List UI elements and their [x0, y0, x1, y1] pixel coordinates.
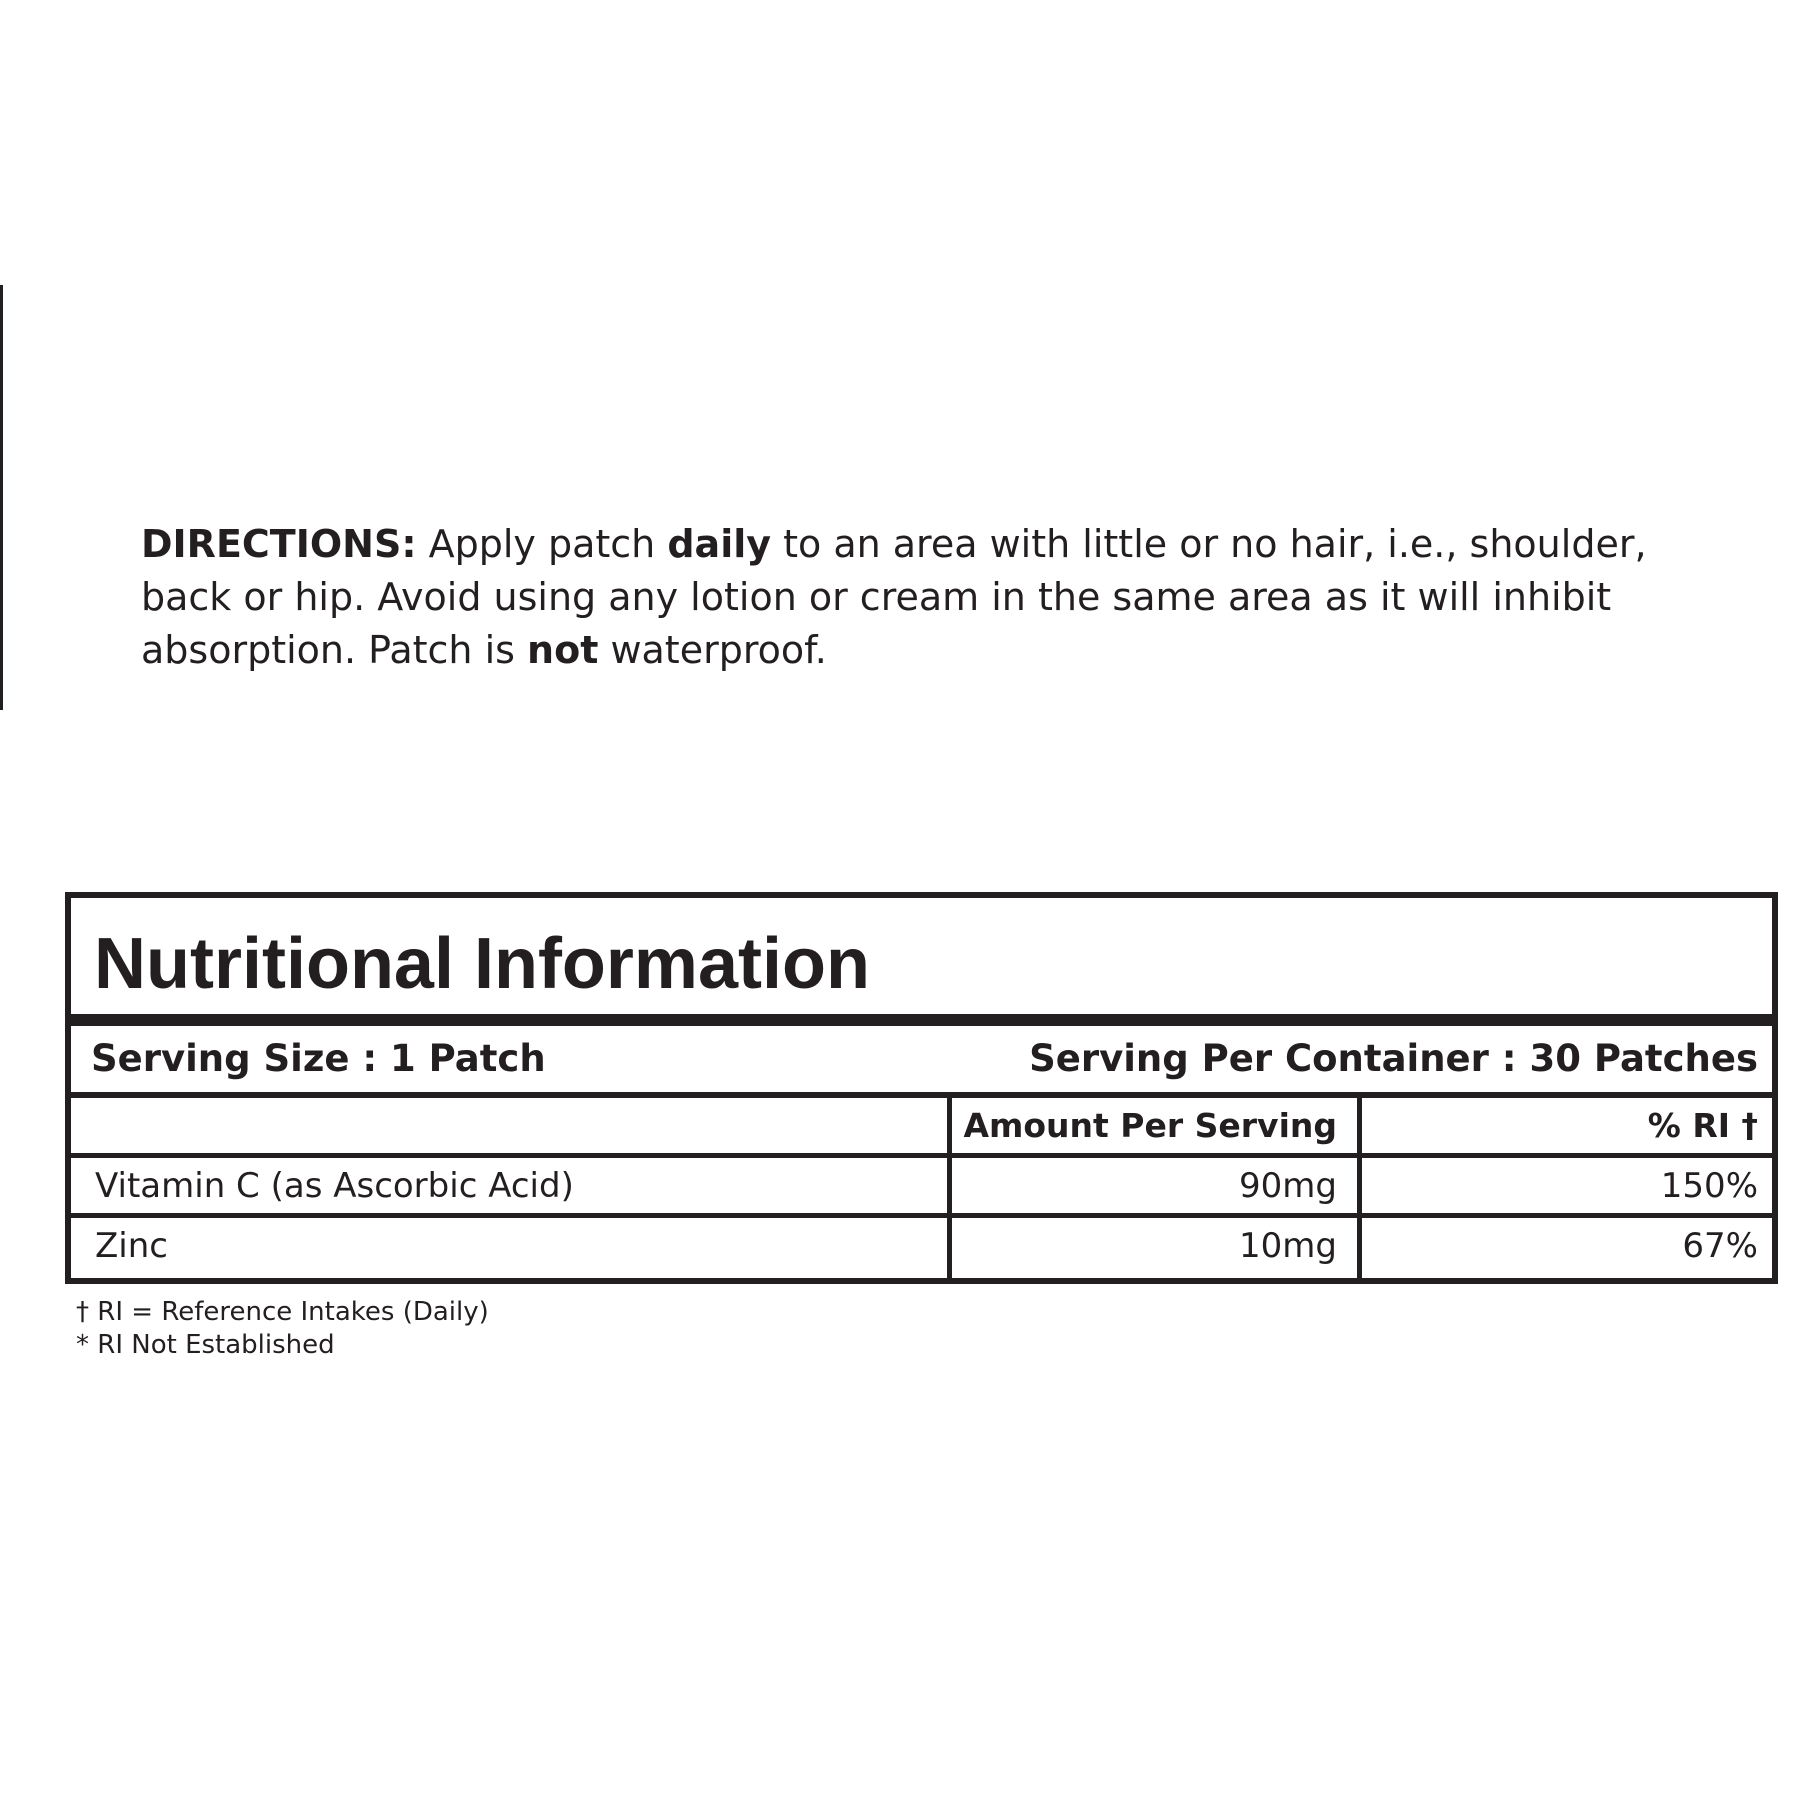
- directions-text: [141, 518, 1741, 677]
- nutrient-table: [71, 1098, 1772, 1278]
- footnotes: [76, 1296, 489, 1362]
- footnote-ri-definition: † RI = Reference Intakes (Daily): [76, 1297, 489, 1327]
- directions-emphasis-not: not: [527, 628, 599, 672]
- directions-text-3: waterproof.: [598, 628, 827, 672]
- column-header-ri: % RI †: [1647, 1106, 1758, 1145]
- nutrient-name: Vitamin C (as Ascorbic Acid): [71, 1158, 952, 1213]
- nutrient-ri: 67%: [1682, 1226, 1758, 1266]
- serving-size: Serving Size : 1 Patch: [91, 1037, 546, 1080]
- directions-text-2: to an area with little or no hair, i.e., shoulder, back or hip. Avoid using any lotion or cream in the same area as it will inhibit absorption. Patch is: [141, 522, 1647, 672]
- nutrition-title: Nutritional Information: [94, 924, 870, 1004]
- table-row: [71, 1218, 1772, 1278]
- table-row: [71, 1158, 1772, 1218]
- directions-emphasis-daily: daily: [667, 522, 772, 566]
- servings-per-container: Serving Per Container : 30 Patches: [1029, 1037, 1758, 1080]
- nutrition-title-bar: [71, 898, 1772, 1026]
- directions-text-1: Apply patch: [416, 522, 668, 566]
- nutrient-name: Zinc: [71, 1218, 952, 1278]
- footnote-not-established: * RI Not Established: [76, 1330, 335, 1360]
- nutrition-panel: [65, 892, 1778, 1284]
- serving-row: [71, 1026, 1772, 1098]
- directions-label: DIRECTIONS:: [141, 522, 417, 566]
- nutrient-ri: 150%: [1660, 1166, 1758, 1206]
- nutrient-amount: 10mg: [952, 1218, 1362, 1278]
- edge-rule: [0, 285, 3, 710]
- table-header-row: [71, 1098, 1772, 1158]
- column-header-name: [71, 1098, 952, 1153]
- column-header-amount: Amount Per Serving: [952, 1098, 1362, 1153]
- nutrient-amount: 90mg: [952, 1158, 1362, 1213]
